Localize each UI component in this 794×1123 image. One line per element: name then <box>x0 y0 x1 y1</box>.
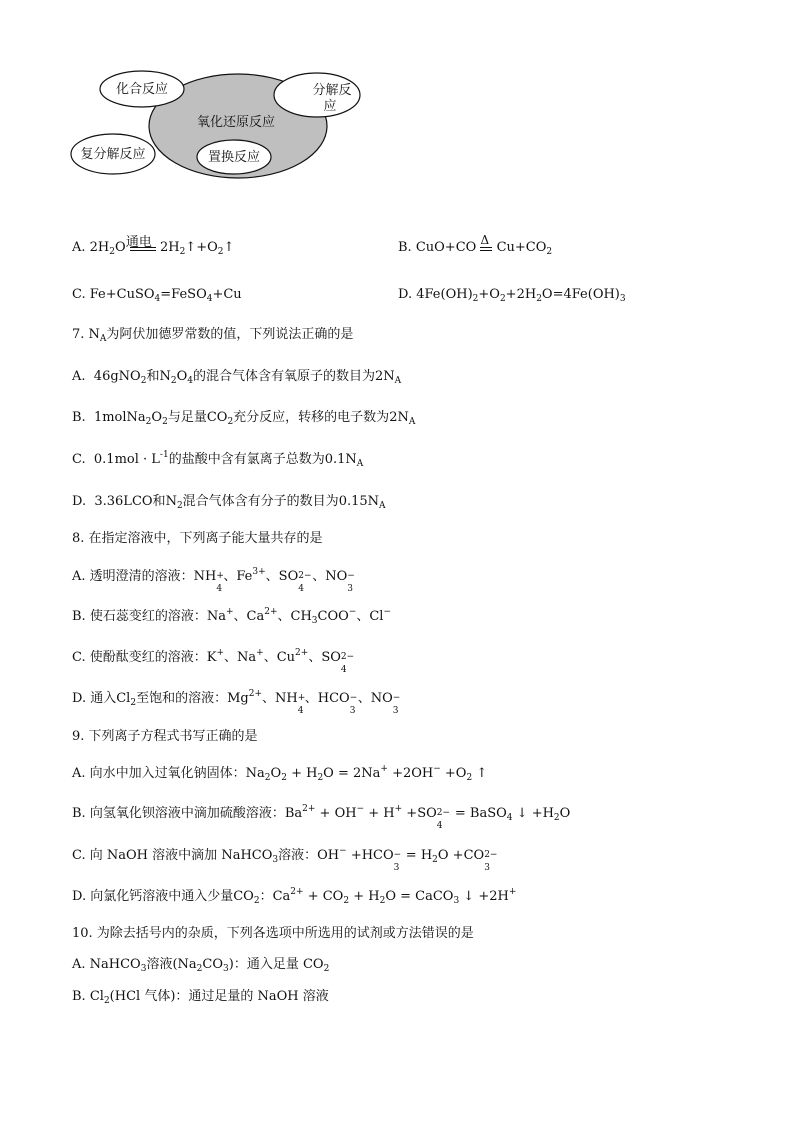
q7-option-c: C. $0.1mol \cdot L^{-1}$的盐酸中含有氯离子总数为$0.1N_A$ <box>72 450 364 469</box>
heat-condition: Δ <box>480 233 490 247</box>
q8-option-b: B. 使石蕊变红的溶液：Na+、$Ca^{2+}$、$CH_3COO^-$、Cl− <box>72 607 391 626</box>
q6-option-a: A. $2H_2O$ 通电 $2H_2↑+O_2↑$ <box>72 240 234 257</box>
q8-option-a: A. 透明澄清的溶液：NH + 4 、$Fe^{3+}$、SO 2− 4 、NO − 3 <box>72 567 355 594</box>
q9-option-a: A. 向水中加入过氧化钠固体：$Na_2O_2 + H_2O = 2Na^+ +2OH^- +O_2$ ↑ <box>72 764 488 783</box>
q6-option-d: D. $4Fe(OH)_2+O_2+2H_2O=4Fe(OH)_3$ <box>398 287 626 304</box>
q6-option-c: C. Fe+CuSO$_4$=FeSO$_4$+Cu <box>72 287 242 304</box>
q9-option-c: C. 向 NaOH 溶液中滴加 NaHCO$_3$溶液：OH− +HCO − 3 = $H_2O +CO$ 2− 3 <box>72 846 498 873</box>
combination-label: 化合反应 <box>115 82 169 97</box>
redox-label: 氧化还原反应 <box>196 115 276 130</box>
reaction-type-diagram <box>70 68 370 183</box>
q10-stem: 10. 为除去括号内的杂质，下列各选项中所选用的试剂或方法错误的是 <box>72 926 474 941</box>
q6-option-b: B. CuO+CO Δ $Cu+CO_2$ <box>398 233 553 257</box>
q9-stem: 9. 下列离子方程式书写正确的是 <box>72 729 258 744</box>
q9-option-b: B. 向氢氧化钡溶液中滴加硫酸溶液：$Ba^{2+} + OH^- + H^+ +SO$ 2− 4 = BaSO$_4$ ↓ $+H_2O$ <box>72 804 571 831</box>
q7-option-d: D. 3.36LCO和$N_2$混合气体含有分子的数目为$0.15N_A$ <box>72 494 386 511</box>
decomposition-label-2: 应 <box>323 99 337 114</box>
q9-option-d: D. 向氯化钙溶液中通入少量$CO_2$：$Ca^{2+} + CO_2 + H_2O$ = CaCO$_3$ ↓ +2H+ <box>72 887 517 906</box>
double-displacement-label: 复分解反应 <box>80 147 146 162</box>
q10-option-a: A. NaHCO$_3$溶液$(Na_2CO_3)$：通入足量 $CO_2$ <box>72 957 330 974</box>
single-displacement-label: 置换反应 <box>207 150 261 165</box>
electrolysis-condition: 通电 <box>125 235 152 250</box>
q8-option-d: D. 通入$Cl_2$至饱和的溶液：$Mg^{2+}$、NH + 4 、HCO − 3 、NO − 3 <box>72 689 401 716</box>
q8-option-c: C. 使酚酞变红的溶液：K+、Na+、$Cu^{2+}$、SO 2− 4 <box>72 648 355 675</box>
q10-option-b: B. $Cl_2(HCl$ 气体)：通过足量的 NaOH 溶液 <box>72 989 329 1006</box>
q8-stem: 8. 在指定溶液中，下列离子能大量共存的是 <box>72 531 323 546</box>
q7-stem: 7. $N_A$为阿伏加德罗常数的值，下列说法正确的是 <box>72 327 354 344</box>
q7-option-b: B. $1molNa_2O_2$与足量$CO_2$充分反应，转移的电子数为$2N_A$ <box>72 410 416 427</box>
q7-option-a: A. 46gNO$_2$和$N_2O_4$的混合气体含有氧原子的数目为$2N_A$ <box>72 369 402 386</box>
decomposition-label-1: 分解反 <box>312 83 352 98</box>
